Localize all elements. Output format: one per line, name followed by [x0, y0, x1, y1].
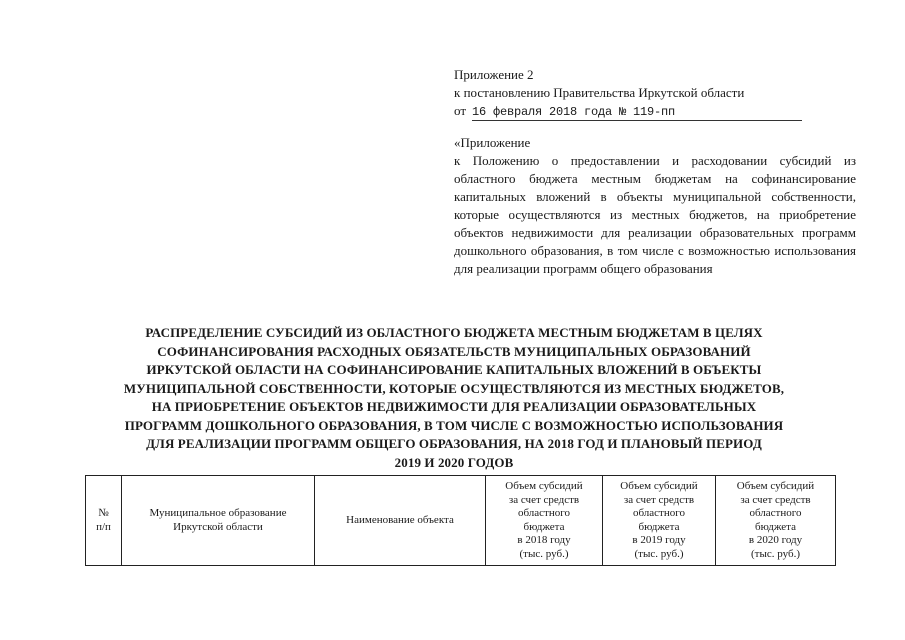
header-subsidy-line: в 2018 году: [517, 534, 571, 546]
header-subsidy-line: в 2019 году: [632, 534, 686, 546]
header-subsidy-line: Объем субсидий: [736, 480, 815, 492]
header-subsidy-2020: [716, 476, 836, 566]
appendix-date-line: [454, 102, 854, 121]
header-subsidy-line: (тыс. руб.): [634, 547, 684, 560]
document-title-line: ИРКУТСКОЙ ОБЛАСТИ НА СОФИНАНСИРОВАНИЕ КАПИТАЛЬНЫХ ВЛОЖЕНИЙ В ОБЪЕКТЫ: [146, 362, 762, 377]
header-number: [86, 476, 122, 566]
header-subsidy-line: бюджета: [523, 520, 565, 533]
document-title-line: НА ПРИОБРЕТЕНИЕ ОБЪЕКТОВ НЕДВИЖИМОСТИ ДЛЯ РЕАЛИЗАЦИИ ОБРАЗОВАТЕЛЬНЫХ: [151, 399, 757, 414]
regulation-reference: [454, 134, 856, 278]
header-subsidy-line: бюджета: [754, 520, 796, 533]
header-subsidy-line: бюджета: [638, 520, 680, 533]
appendix-reference: [454, 66, 854, 121]
subsidy-table: [85, 475, 836, 566]
document-title-line: РАСПРЕДЕЛЕНИЕ СУБСИДИЙ ИЗ ОБЛАСТНОГО БЮДЖЕТА МЕСТНЫМ БЮДЖЕТАМ В ЦЕЛЯХ: [145, 325, 763, 340]
header-subsidy-line: за счет средств: [623, 493, 695, 506]
header-municipality: [122, 476, 315, 566]
header-subsidy-line: за счет средств: [740, 493, 811, 506]
table-header-row: [86, 476, 836, 566]
document-title-line: СОФИНАНСИРОВАНИЯ РАСХОДНЫХ ОБЯЗАТЕЛЬСТВ МУНИЦИПАЛЬНЫХ ОБРАЗОВАНИЙ: [157, 343, 751, 359]
header-number-line: п/п: [96, 520, 111, 533]
appendix-resolution-ref: к постановлению Правительства Иркутской области: [454, 85, 745, 100]
appendix-number: Приложение 2: [454, 67, 534, 82]
document-title-line: ПРОГРАММ ДОШКОЛЬНОГО ОБРАЗОВАНИЯ, В ТОМ ЧИСЛЕ С ВОЗМОЖНОСТЬЮ ИСПОЛЬЗОВАНИЯ: [124, 417, 784, 433]
document-title-line: МУНИЦИПАЛЬНОЙ СОБСТВЕННОСТИ, КОТОРЫЕ ОСУЩЕСТВЛЯЮТСЯ ИЗ МЕСТНЫХ БЮДЖЕТОВ,: [123, 380, 785, 396]
header-subsidy-line: Объем субсидий: [620, 480, 698, 492]
document-title-line: 2019 И 2020 ГОДОВ: [394, 454, 514, 470]
appendix-date-value: 16 февраля 2018 года № 119-пп: [472, 104, 802, 121]
header-subsidy-2018: [486, 476, 603, 566]
header-municipality-line: Иркутской области: [173, 520, 263, 533]
document-title: [104, 324, 804, 472]
document-title-line: ДЛЯ РЕАЛИЗАЦИИ ПРОГРАММ ОБЩЕГО ОБРАЗОВАНИЯ, НА 2018 ГОД И ПЛАНОВЫЙ ПЕРИОД: [146, 436, 762, 451]
regulation-title: «Приложение: [454, 135, 531, 150]
header-subsidy-line: (тыс. руб.): [519, 547, 569, 560]
header-subsidy-line: областного: [632, 507, 685, 519]
header-object-name-line: Наименование объекта: [346, 513, 454, 526]
header-subsidy-line: областного: [517, 507, 570, 519]
header-number-line: №: [98, 507, 109, 519]
header-object-name: [315, 476, 486, 566]
header-municipality-line: Муниципальное образование: [149, 507, 287, 519]
header-subsidy-line: Объем субсидий: [505, 480, 583, 492]
header-subsidy-line: (тыс. руб.): [751, 547, 800, 560]
header-subsidy-line: в 2020 году: [748, 534, 803, 546]
regulation-text: к Положению о предоставлении и расходовании субсидий из областного бюджета местным бюджетам на софинансирование капитальных вложений в объекты муниципальной собственности, которые осуществляются из местных бюджетов, на приобретение объектов недвижимости для реализации образовательных программ дошкольного образования, в том числе с возможностью использования для реализации программ общего образования: [454, 153, 856, 276]
appendix-date-prefix: от: [454, 103, 467, 118]
header-subsidy-2019: [603, 476, 716, 566]
header-subsidy-line: областного: [749, 507, 802, 519]
header-subsidy-line: за счет средств: [508, 493, 580, 506]
